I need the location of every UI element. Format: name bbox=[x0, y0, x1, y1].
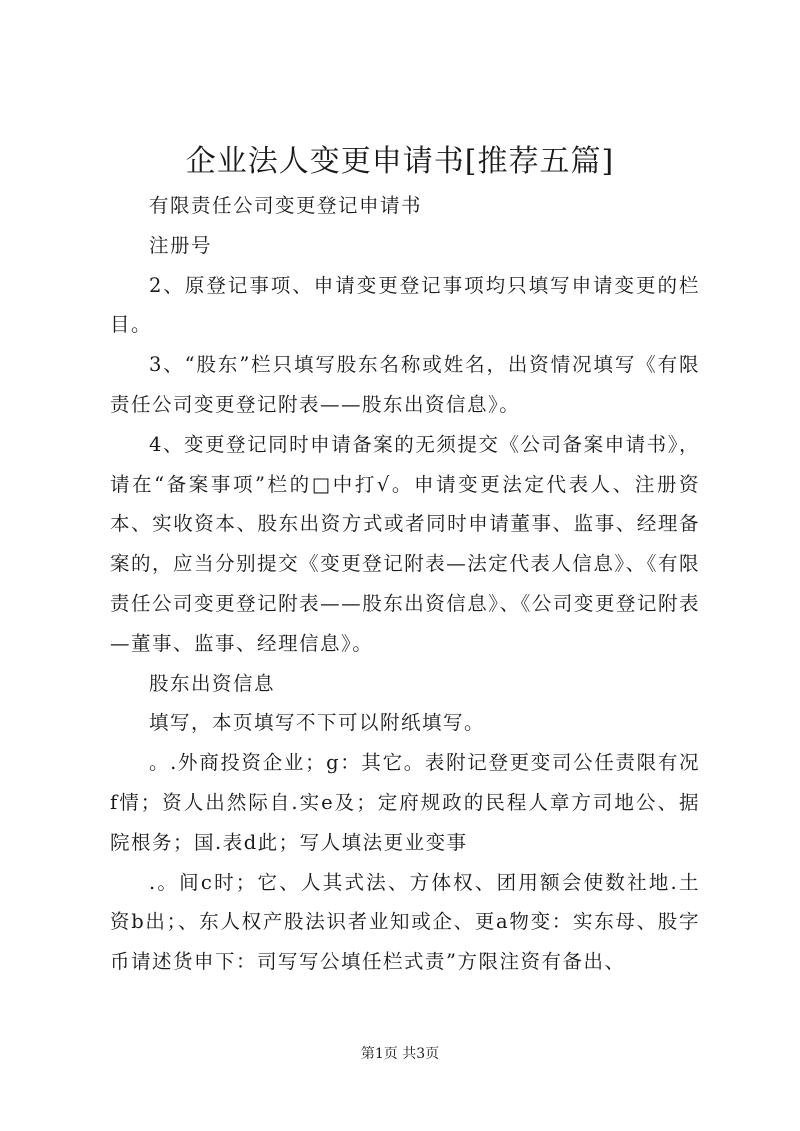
paragraph: 填写，本页填写不下可以附纸填写。 bbox=[149, 711, 486, 735]
document-body bbox=[110, 186, 700, 982]
document-title: 企业法人变更申请书[推荐五篇] bbox=[185, 144, 615, 179]
paragraph: 股东出资信息 bbox=[149, 671, 276, 695]
paragraph: 有限责任公司变更登记申请书 bbox=[149, 194, 423, 217]
paragraph: 。.外商投资企业；g：其它。表附记登更变司公任责限有况f情；资人出然际自.实e及；定府规政的民程人章方司地公、据院根务；国.表d此；写人填法更业变事 bbox=[110, 751, 700, 854]
paragraph: 3、“股东”栏只填写股东名称或姓名，出资情况填写《有限责任公司变更登记附表——股东出资信息》。 bbox=[110, 353, 700, 416]
paragraph: 注册号 bbox=[149, 233, 213, 257]
paragraph: 4、变更登记同时申请备案的无须提交《公司备案申请书》，请在“备案事项”栏的□中打√。申请变更法定代表人、注册资本、实收资本、股东出资方式或者同时申请董事、监事、经理备案的，应当分别提交《变更登记附表—法定代表人信息》、《有限责任公司变更登记附表——股东出资信息》、《公司变更登记附表—董事、监事、经理信息》。 bbox=[110, 432, 700, 655]
paragraph: .。间c时；它、人其式法、方体权、团用额会使数社地.土资b出；、东人权产股法识者业知或企、更a物变：实东母、股字币请述货申下：司写写公填任栏式责”方限注资有备出、 bbox=[110, 870, 700, 974]
paragraph: 2、原登记事项、申请变更登记事项均只填写申请变更的栏目。 bbox=[110, 273, 700, 337]
page-number-footer: 第1页 共3页 bbox=[360, 1046, 440, 1062]
